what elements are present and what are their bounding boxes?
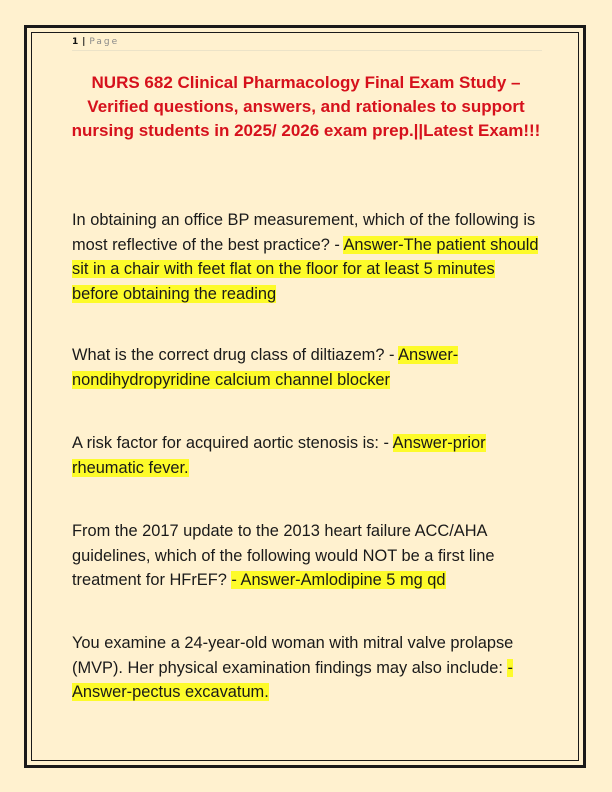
answer-text: - Answer-pectus excavatum. <box>72 658 513 701</box>
question-text: What is the correct drug class of diltiazem? - <box>72 346 399 364</box>
qa-item <box>72 208 542 306</box>
question-text: You examine a 24-year-old woman with mitral valve prolapse (MVP). Her physical examination findings may also include: <box>72 634 514 677</box>
answer-text: Answer-nondihydropyridine calcium channel blocker <box>72 346 459 389</box>
question-text: From the 2017 update to the 2013 heart failure ACC/AHA guidelines, which of the following would NOT be a first line treatment for HFrEF? <box>72 522 495 589</box>
page-separator: | <box>82 37 86 47</box>
qa-item <box>72 631 542 705</box>
qa-item <box>72 431 542 480</box>
page-label: Page <box>89 37 120 47</box>
answer-text: - Answer-Amlodipine 5 mg qd <box>231 571 446 589</box>
qa-item <box>72 519 542 593</box>
document-title: NURS 682 Clinical Pharmacology Final Exam Study – Verified questions, answers, and rationales to support nursing students in 2025/ 2026 exam prep.||Latest Exam!!! <box>71 73 541 140</box>
qa-item <box>72 343 542 392</box>
page-number: 1 <box>72 37 79 47</box>
answer-text: Answer-The patient should sit in a chair with feet flat on the floor for at least 5 minutes before obtaining the reading <box>72 235 539 303</box>
question-text: In obtaining an office BP measurement, which of the following is most reflective of the best practice? - <box>72 211 536 254</box>
page-header <box>72 36 542 51</box>
answer-text: Answer-prior rheumatic fever. <box>72 434 486 477</box>
question-text: A risk factor for acquired aortic stenosis is: - <box>72 434 393 452</box>
